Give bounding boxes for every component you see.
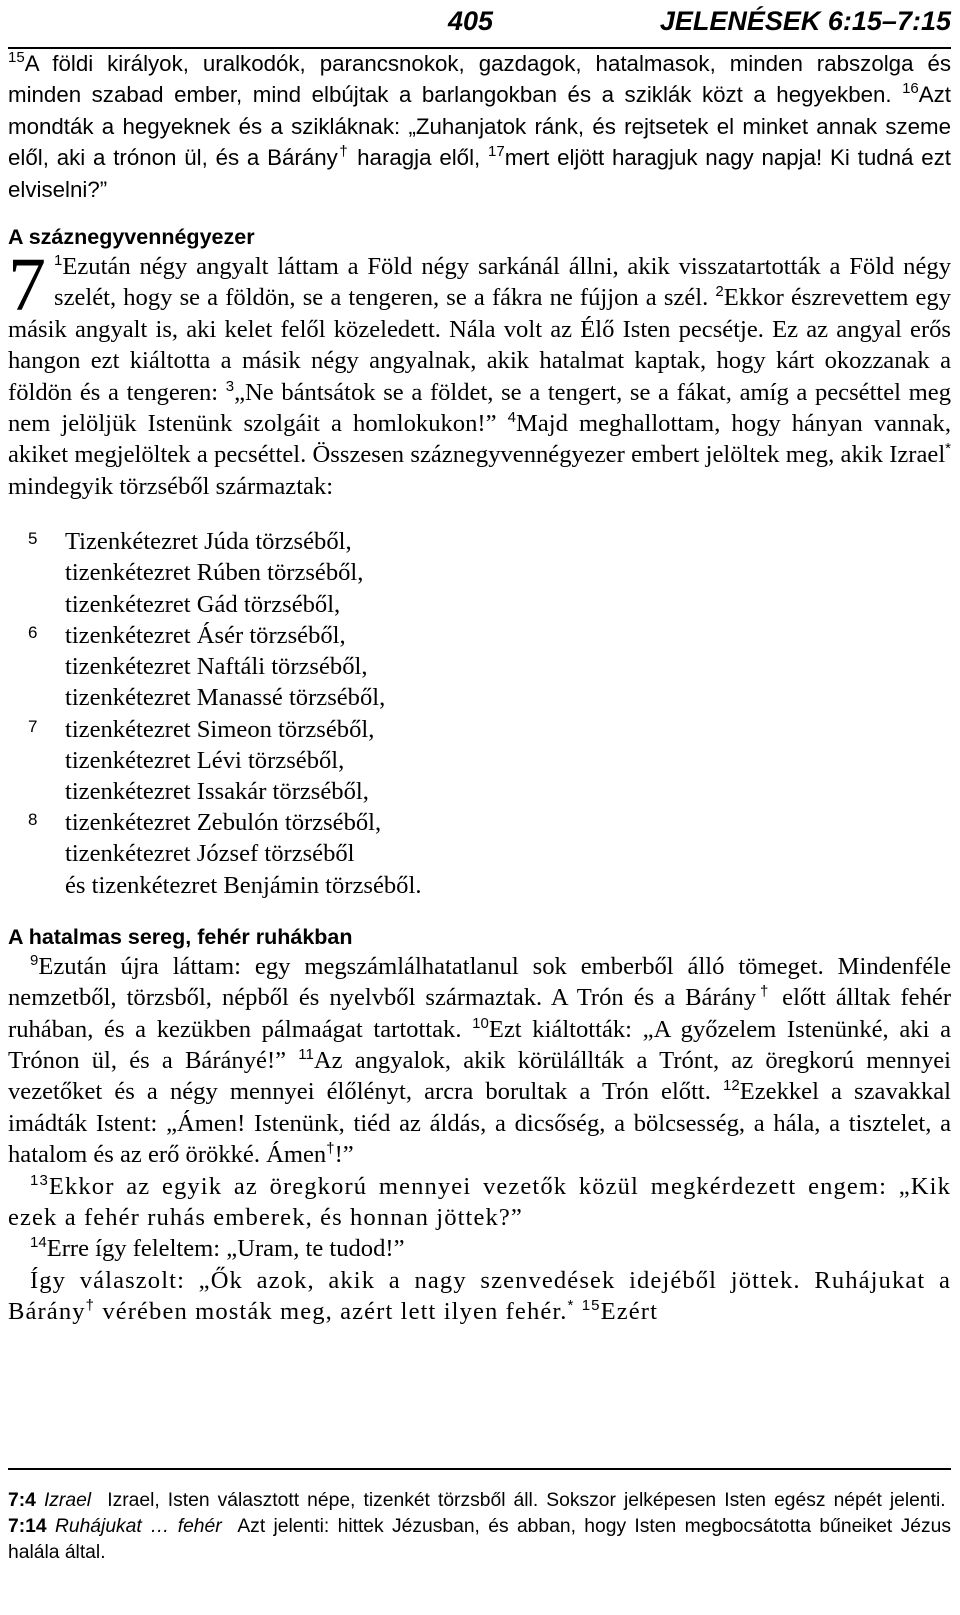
verse-text: Erre így feleltem: „Uram, te tudod!” [46, 1235, 405, 1263]
footnote-ref: 7:4 [8, 1490, 36, 1511]
tribe-line [8, 776, 951, 807]
paragraph-7-14b [8, 1265, 951, 1328]
verse-text: mindegyik törzséből származtak: [8, 472, 334, 500]
dagger-mark: † [326, 1140, 335, 1158]
tribe-line [8, 714, 951, 745]
footnote-text: Izrael, Isten választott népe, tizenkét törzsből áll. Sokszor jelképesen Isten egész népét jelenti. [107, 1490, 946, 1511]
tribe-line [8, 526, 951, 557]
tribe-list [8, 526, 951, 900]
verse-text: haragja elől, [349, 145, 481, 171]
verse-text: Majd meghallottam, hogy hányan vannak, akiket megjelöltek a pecséttel. Összesen száznegyvennégyezer embert jelöltek meg, akik Izrael [8, 410, 951, 469]
verse-number: 7 [28, 716, 38, 736]
tribe-text: Tizenkétezret Júda törzséből, [65, 528, 352, 556]
verse-number: 2 [715, 283, 724, 301]
verse-number: 17 [488, 143, 505, 161]
verse-number: 12 [723, 1077, 740, 1095]
section-heading: A hatalmas sereg, fehér ruhákban [8, 924, 353, 949]
footnote-ref: 7:14 [8, 1516, 47, 1537]
tribe-line [8, 589, 951, 620]
verse-text: „Ne bántsátok se a földet, se a tengert, se a fákat, amíg a pecséttel meg nem jelöljük Istenünk szolgáit a homlokukon!” [8, 378, 951, 438]
scripture-text [8, 48, 951, 1328]
verse-text: Ezután újra láttam: egy megszámlálhatatlanul sok emberből álló tömeget. Mindenféle nemzetből, törzsből, népből és nyelvből származtak. A Trón és a Bárány [8, 952, 951, 1012]
verse-text: Ekkor észrevettem egy másik angyalt is, aki kelet felől közeledett. Nála volt az Élő Isten pecsétje. Ez az angyal erős hangon ezt kiáltotta a másik négy angyalnak, akik hatalmat kaptak, hogy kárt okozzanak a földön és a tengeren: [8, 284, 952, 406]
verse-text: Így válaszolt: „Ők azok, akik a nagy szenvedések idejéből jöttek. Ruhájukat a Bárány [8, 1266, 951, 1326]
tribe-text: tizenkétezret Manassé törzséből, [65, 684, 386, 712]
tribe-text: tizenkétezret Simeon törzséből, [65, 715, 375, 743]
tribe-text: tizenkétezret Rúben törzséből, [65, 559, 364, 587]
verse-number: 15 [581, 1297, 601, 1315]
tribe-text: tizenkétezret Lévi törzséből, [65, 746, 345, 774]
tribe-line [8, 807, 951, 838]
verse-text: A földi királyok, uralkodók, parancsnokok, gazdagok, hatalmasok, minden rabszolga és minden szabad ember, mind elbújtak a barlangokban és a sziklák közt a hegyekben. [8, 51, 951, 108]
tribe-text: tizenkétezret Zebulón törzséből, [65, 809, 382, 837]
tribe-line [8, 682, 951, 713]
verse-number: 5 [28, 529, 38, 549]
tribe-text: tizenkétezret Naftáli törzséből, [65, 653, 368, 681]
verse-number: 10 [472, 1014, 489, 1032]
dagger-mark: † [337, 143, 350, 161]
verse-text: Azt mondták a hegyeknek és a szikláknak: „Zuhanjatok ránk, és rejtsetek el minket annak szeme elől, aki a trónon ül, és a Bárány [8, 82, 951, 171]
verse-number: 13 [30, 1171, 49, 1189]
section-heading: A száznegyvennégyezer [8, 225, 255, 250]
tribe-line [8, 651, 951, 682]
footnote-star: * [567, 1297, 575, 1315]
verse-number: 14 [30, 1234, 47, 1252]
verse-number: 9 [30, 951, 39, 969]
paragraph-7-13 [8, 1171, 951, 1234]
dagger-mark: † [756, 983, 773, 1001]
verse-text: mert eljött haragjuk nagy napja! Ki tudná ezt elviselni?” [8, 145, 951, 202]
verse-text: Ezt kiáltották: „A győzelem Istenünké, aki a Trónon ül, és a Bárányé!” [8, 1015, 951, 1074]
tribe-line [8, 557, 951, 588]
tribe-line [8, 838, 951, 869]
verse-number: 6 [28, 622, 38, 642]
verse-text: Ezután négy angyalt láttam a Föld négy sarkánál állni, akik visszatartották a Föld négy szelét, hogy se a földön, se a tengeren, se a fákra ne fújjon a szél. [54, 253, 951, 312]
verse-text: Ekkor az egyik az öregkorú mennyei vezetők közül megkérdezett engem: „Kik ezek a fehér ruhás emberek, és honnan jöttek?” [8, 1172, 951, 1231]
verse-text: Az angyalok, akik körülállták a Trónt, az öregkorú mennyei vezetőket és a négy mennyei élőlényt, arcra borultak a Trón előtt. [8, 1046, 951, 1106]
paragraph-7-14 [8, 1233, 951, 1264]
verse-number: 3 [225, 377, 235, 395]
chapter-reference: JELENÉSEK 6:15–7:15 [659, 6, 951, 36]
verse-text: !” [334, 1141, 354, 1169]
verse-number: 15 [8, 49, 25, 66]
paragraph-7-1-4 [8, 243, 952, 502]
footnote-term: Izrael [43, 1490, 92, 1511]
footnote-rule [8, 1468, 951, 1470]
tribe-text: és tizenkétezret Benjámin törzséből. [65, 871, 422, 899]
verse-text: vérében mosták meg, azért lett ilyen fehér. [95, 1298, 568, 1326]
paragraph-6-15-17 [8, 48, 951, 205]
tribe-line [8, 870, 951, 901]
tribe-line [8, 620, 951, 651]
verse-text: Ezekkel a szavakkal imádták Istent: „Ámen! Istenünk, tiéd az áldás, a dicsőség, a bölcsesség, a hála, a tisztelet, a hatalom és az erő örökké. Ámen [8, 1078, 952, 1169]
tribe-text: tizenkétezret József törzséből [65, 840, 355, 868]
tribe-text: tizenkétezret Gád törzséből, [65, 590, 341, 618]
verse-number: 1 [54, 252, 63, 270]
tribe-line [8, 745, 951, 776]
page-number: 405 [448, 6, 494, 36]
footnote-text: Azt jelenti: hittek Jézusban, és abban, hogy Isten megbocsátotta bűneiket Jézus halála által. [8, 1516, 952, 1563]
chapter-number: 7 [8, 243, 46, 328]
verse-number: 4 [507, 409, 516, 427]
verse-text: előtt álltak fehér ruhában, és a kezükben pálmaágat tartottak. [8, 984, 952, 1043]
tribe-text: tizenkétezret Ásér törzséből, [65, 621, 346, 649]
footnote-term: Ruhájukat … fehér [54, 1516, 222, 1537]
running-header [0, 4, 960, 44]
verse-number: 11 [298, 1045, 314, 1063]
footnote-star: * [945, 440, 951, 458]
verse-text: Ezért [600, 1298, 659, 1326]
footnotes [8, 1488, 951, 1566]
verse-number: 16 [902, 80, 919, 98]
verse-number: 8 [28, 810, 38, 830]
dagger-mark: † [85, 1297, 96, 1315]
paragraph-7-9-12 [8, 951, 951, 1171]
tribe-text: tizenkétezret Issakár törzséből, [65, 777, 369, 805]
